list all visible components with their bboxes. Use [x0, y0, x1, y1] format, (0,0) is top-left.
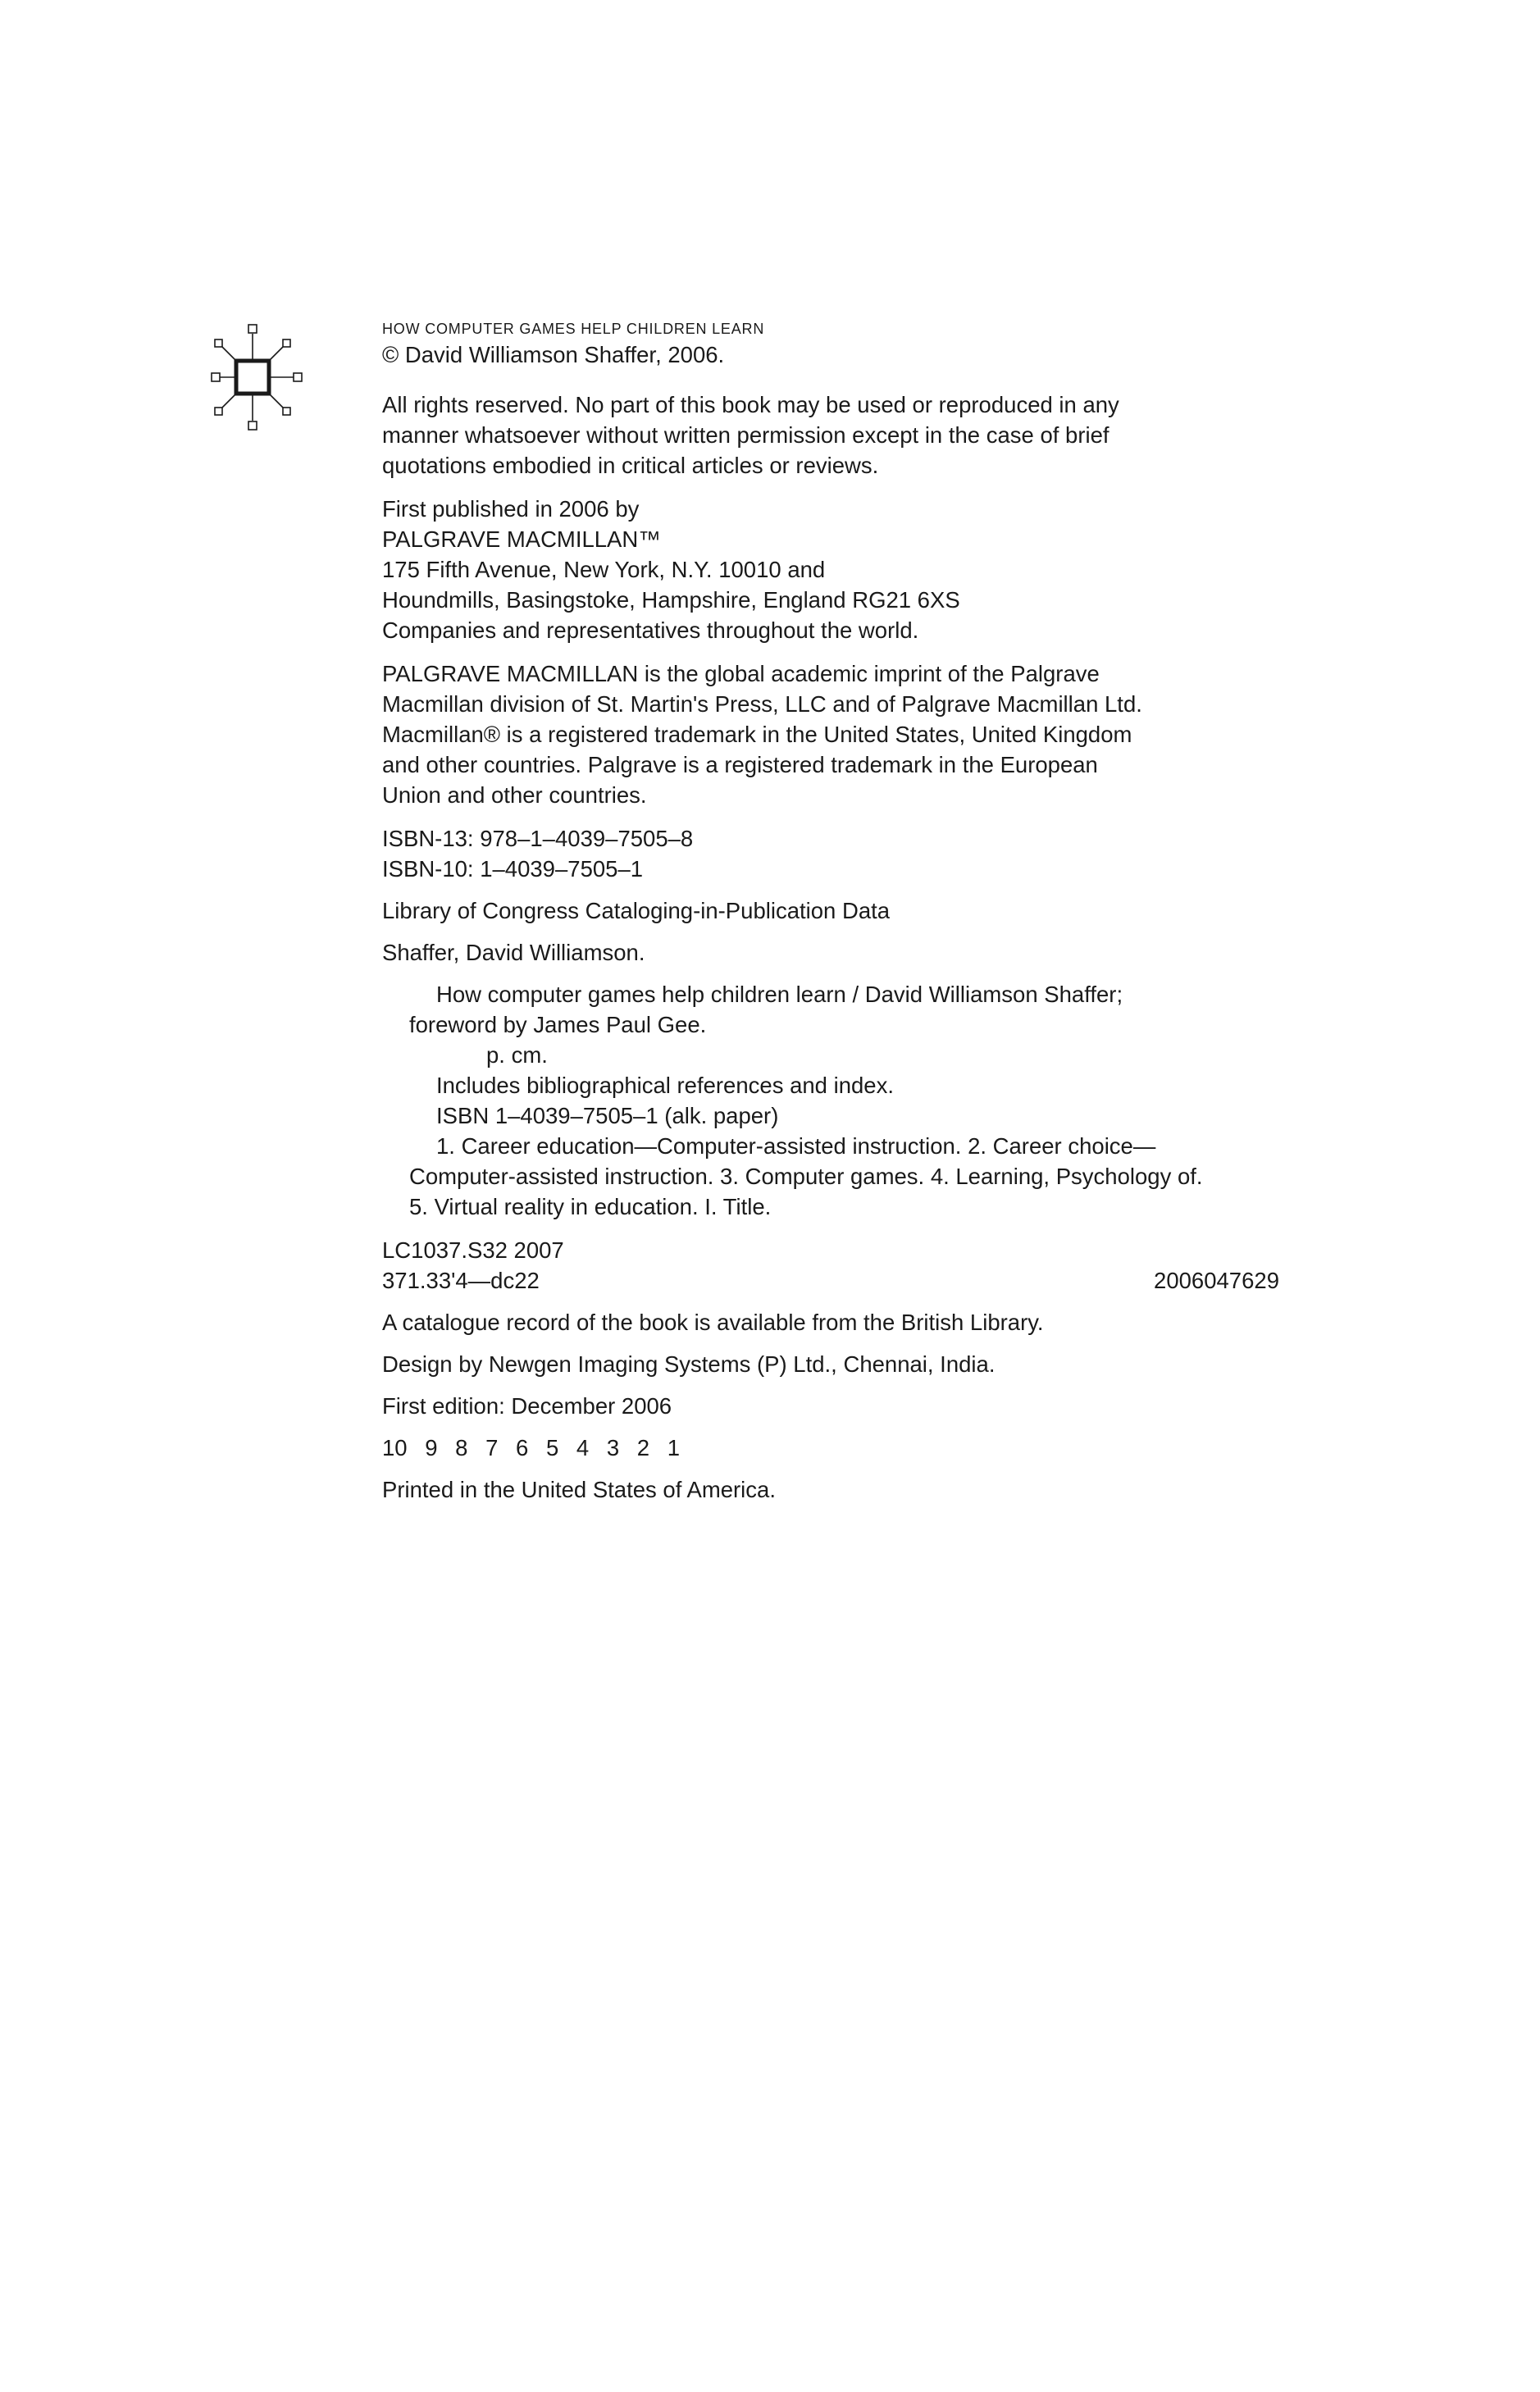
publication-line: PALGRAVE MACMILLAN™: [382, 526, 661, 552]
dewey-row: [382, 1265, 1279, 1296]
cip-author: Shaffer, David Williamson.: [382, 940, 645, 965]
copyright-page-text: [382, 318, 1279, 1505]
isbn-13: ISBN-13: 978–1–4039–7505–8: [382, 826, 694, 851]
cip-record: [382, 979, 1279, 1222]
publication-block: [382, 494, 1279, 645]
cip-subjects: 1. Career education—Computer-assisted instruction. 2. Career choice—: [436, 1133, 1156, 1159]
series-title: HOW COMPUTER GAMES HELP CHILDREN LEARN: [382, 321, 765, 337]
network-node-logo-icon: [208, 312, 311, 435]
lccn: 2006047629: [1154, 1268, 1279, 1293]
publication-line: Houndmills, Basingstoke, Hampshire, England RG21 6XS: [382, 587, 960, 613]
isbn-10: ISBN-10: 1–4039–7505–1: [382, 856, 644, 882]
cip-subjects-cont: 5. Virtual reality in education. I. Title.: [409, 1194, 772, 1219]
imprint-line: and other countries. Palgrave is a registered trademark in the European: [382, 752, 1098, 777]
imprint-line: Macmillan® is a registered trademark in the United States, United Kingdom: [382, 722, 1132, 747]
dewey-number: 371.33'4—dc22: [382, 1268, 540, 1293]
rights-paragraph: [382, 390, 1279, 481]
print-line: 10 9 8 7 6 5 4 3 2 1: [382, 1435, 680, 1460]
rights-line: quotations embodied in critical articles or reviews.: [382, 453, 879, 478]
publication-line: First published in 2006 by: [382, 496, 640, 522]
cip-pcm: p. cm.: [486, 1042, 548, 1068]
rights-line: All rights reserved. No part of this book may be used or reproduced in any: [382, 392, 1119, 417]
lc-call-number: LC1037.S32 2007: [382, 1237, 564, 1263]
imprint-line: Union and other countries.: [382, 782, 647, 808]
imprint-line: Macmillan division of St. Martin's Press, LLC and of Palgrave Macmillan Ltd.: [382, 691, 1142, 717]
imprint-line: PALGRAVE MACMILLAN is the global academic imprint of the Palgrave: [382, 661, 1100, 686]
cip-title: How computer games help children learn / David Williamson Shaffer;: [436, 982, 1123, 1007]
publication-line: Companies and representatives throughout the world.: [382, 617, 919, 643]
imprint-paragraph: [382, 658, 1279, 810]
cip-isbn: ISBN 1–4039–7505–1 (alk. paper): [436, 1103, 779, 1128]
isbn-block: [382, 823, 1279, 884]
copyright-line: © David Williamson Shaffer, 2006.: [382, 342, 725, 367]
printed-in: Printed in the United States of America.: [382, 1477, 776, 1502]
publication-line: 175 Fifth Avenue, New York, N.Y. 10010 and: [382, 557, 826, 582]
cip-title-cont: foreword by James Paul Gee.: [409, 1012, 707, 1037]
rights-line: manner whatsoever without written permission except in the case of brief: [382, 422, 1109, 448]
cip-heading: Library of Congress Cataloging-in-Publication Data: [382, 898, 891, 923]
cip-subjects-cont: Computer-assisted instruction. 3. Computer games. 4. Learning, Psychology of.: [409, 1164, 1203, 1189]
cip-includes: Includes bibliographical references and index.: [436, 1073, 894, 1098]
edition: First edition: December 2006: [382, 1393, 672, 1419]
design-credit: Design by Newgen Imaging Systems (P) Ltd., Chennai, India.: [382, 1351, 996, 1377]
classification-block: [382, 1235, 1279, 1296]
catalogue-record: A catalogue record of the book is available from the British Library.: [382, 1310, 1044, 1335]
